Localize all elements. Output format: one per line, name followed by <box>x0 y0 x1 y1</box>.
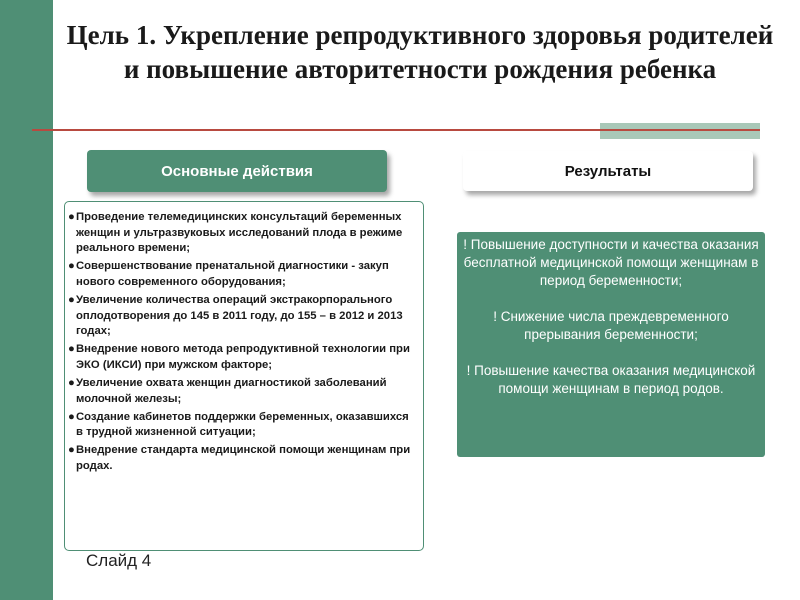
action-text: Увеличение количества операций экстракорпорального оплодотворения до 145 в 2011 году, до 155 – в 2012 и 2013 годах; <box>76 293 403 338</box>
left-accent-bar <box>0 0 53 600</box>
actions-list <box>68 210 415 475</box>
bullet-icon: ● <box>68 444 75 457</box>
title-rule-accent <box>600 123 760 139</box>
title-divider <box>32 129 760 131</box>
action-text: Внедрение нового метода репродуктивной технологии при ЭКО (ИКСИ) при мужском факторе; <box>76 343 410 371</box>
action-item <box>68 443 415 474</box>
result-item: ! Повышение доступности и качества оказания бесплатной медицинской помощи женщинам в период беременности; <box>463 237 759 288</box>
action-item <box>68 259 415 290</box>
results-header-label: Результаты <box>564 162 652 180</box>
action-text: Совершенствование пренатальной диагностики - закуп нового современного оборудования; <box>76 260 389 288</box>
bullet-icon: ● <box>68 260 75 273</box>
action-text: Создание кабинетов поддержки беременных, оказавшихся в трудной жизненной ситуации; <box>76 410 409 439</box>
slide-title: Цель 1. Укрепление репродуктивного здоровья родителей и повышение авторитетности рождения ребенка <box>66 20 774 84</box>
bullet-icon: ● <box>68 293 75 306</box>
bullet-icon: ● <box>68 410 75 423</box>
results-header <box>463 151 753 191</box>
actions-header <box>87 150 387 192</box>
action-text: Проведение телемедицинских консультаций беременных женщин и ультразвуковых исследований плода в режиме реального времени; <box>76 211 403 255</box>
action-text: Увеличение охвата женщин диагностикой заболеваний молочной железы; <box>76 376 387 405</box>
action-item <box>68 293 415 340</box>
action-item <box>68 410 415 441</box>
result-item: ! Снижение числа преждевременного прерывания беременности; <box>493 309 729 342</box>
result-item: ! Повышение качества оказания медицинской помощи женщинам в период родов. <box>466 363 756 396</box>
actions-list-box <box>64 201 424 551</box>
bullet-icon: ● <box>68 376 75 389</box>
action-item <box>68 342 415 373</box>
results-box <box>457 232 765 457</box>
action-text: Внедрение стандарта медицинской помощи женщинам при родах. <box>76 444 411 472</box>
actions-header-label: Основные действия <box>161 162 313 180</box>
action-item <box>68 210 415 257</box>
bullet-icon: ● <box>68 343 75 356</box>
action-item <box>68 376 415 407</box>
bullet-icon: ● <box>68 211 75 223</box>
slide-number: Слайд 4 <box>86 551 152 570</box>
